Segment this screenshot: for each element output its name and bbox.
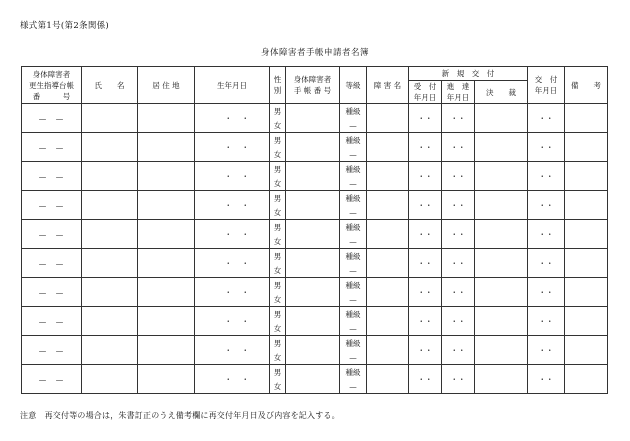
header-ledger-number: 身体障害者 更生指導台帳 番 号 (22, 67, 82, 104)
received-date-cell[interactable]: ・・ (409, 278, 442, 307)
name-cell[interactable] (82, 104, 138, 133)
received-date-cell[interactable]: ・・ (409, 336, 442, 365)
sex-male-cell[interactable]: 男 (270, 104, 286, 119)
birthdate-cell[interactable] (195, 365, 270, 394)
birthdate-marks: ・ ・ (224, 229, 250, 239)
header-issue-date: 交 付 年月日 (528, 67, 565, 104)
received-date-cell[interactable]: ・・ (409, 162, 442, 191)
grade-level-cell[interactable]: — (340, 321, 367, 336)
grade-type-cell[interactable]: 種級 (340, 249, 367, 264)
name-cell[interactable] (82, 278, 138, 307)
birthdate-marks: ・ ・ (224, 316, 250, 326)
ledger-number-cell[interactable]: — — (22, 336, 82, 365)
table-row (22, 133, 608, 148)
ledger-number-cell[interactable]: — — (22, 133, 82, 162)
grade-level-cell[interactable]: — (340, 379, 367, 394)
disability-name-cell[interactable] (367, 133, 409, 162)
decision-cell[interactable] (475, 365, 528, 394)
remarks-cell[interactable] (565, 365, 608, 394)
address-cell[interactable] (138, 365, 195, 394)
handbook-number-cell[interactable] (286, 365, 340, 394)
issue-date-cell[interactable]: ・・ (528, 307, 565, 336)
sex-female-cell[interactable]: 女 (270, 176, 286, 191)
remarks-cell[interactable] (565, 104, 608, 133)
disability-name-cell[interactable] (367, 365, 409, 394)
table-row (22, 336, 608, 351)
address-cell[interactable] (138, 104, 195, 133)
header-received-date: 受 付 年月日 (409, 81, 442, 104)
handbook-number-cell[interactable] (286, 307, 340, 336)
handbook-number-cell[interactable] (286, 336, 340, 365)
decision-cell[interactable] (475, 278, 528, 307)
handbook-number-cell[interactable] (286, 220, 340, 249)
address-cell[interactable] (138, 191, 195, 220)
table-row (22, 191, 608, 206)
form-number: 様式第1号(第2条関係) (20, 21, 110, 31)
decision-cell[interactable] (475, 307, 528, 336)
forwarded-date-cell[interactable]: ・・ (442, 336, 475, 365)
name-cell[interactable] (82, 336, 138, 365)
birthdate-cell[interactable] (195, 162, 270, 191)
received-date-cell[interactable]: ・・ (409, 365, 442, 394)
birthdate-marks: ・ ・ (224, 258, 250, 268)
remarks-cell[interactable] (565, 133, 608, 162)
header-new-issue: 新 規 交 付 (409, 67, 528, 81)
table-row (22, 220, 608, 235)
birthdate-cell[interactable] (195, 133, 270, 162)
remarks-cell[interactable] (565, 249, 608, 278)
sex-female-cell[interactable]: 女 (270, 234, 286, 249)
name-cell[interactable] (82, 249, 138, 278)
birthdate-marks: ・ ・ (224, 200, 250, 210)
grade-level-cell[interactable]: — (340, 292, 367, 307)
sex-male-cell[interactable]: 男 (270, 307, 286, 322)
received-date-cell[interactable]: ・・ (409, 307, 442, 336)
birthdate-cell[interactable] (195, 307, 270, 336)
header-sex: 性 別 (270, 67, 286, 104)
birthdate-cell[interactable] (195, 220, 270, 249)
disability-name-cell[interactable] (367, 162, 409, 191)
address-cell[interactable] (138, 278, 195, 307)
header-address: 居 住 地 (138, 67, 195, 104)
issue-date-cell[interactable]: ・・ (528, 133, 565, 162)
handbook-number-cell[interactable] (286, 133, 340, 162)
table-body (22, 104, 608, 394)
received-date-cell[interactable]: ・・ (409, 133, 442, 162)
header-birthdate: 生年月日 (195, 67, 270, 104)
grade-level-cell[interactable]: — (340, 118, 367, 133)
document-title: 身体障害者手帳申請者名簿 (260, 48, 369, 58)
sex-male-cell[interactable]: 男 (270, 278, 286, 293)
grade-type-cell[interactable]: 種級 (340, 365, 367, 380)
disability-name-cell[interactable] (367, 249, 409, 278)
address-cell[interactable] (138, 220, 195, 249)
remarks-cell[interactable] (565, 307, 608, 336)
disability-name-cell[interactable] (367, 278, 409, 307)
sex-female-cell[interactable]: 女 (270, 350, 286, 365)
sex-female-cell[interactable]: 女 (270, 118, 286, 133)
issue-date-cell[interactable]: ・・ (528, 220, 565, 249)
sex-male-cell[interactable]: 男 (270, 249, 286, 264)
table-row (22, 104, 608, 119)
sex-male-cell[interactable]: 男 (270, 162, 286, 177)
address-cell[interactable] (138, 133, 195, 162)
grade-type-cell[interactable]: 種級 (340, 278, 367, 293)
decision-cell[interactable] (475, 191, 528, 220)
remarks-cell[interactable] (565, 191, 608, 220)
birthdate-cell[interactable] (195, 278, 270, 307)
name-cell[interactable] (82, 220, 138, 249)
table-row (22, 278, 608, 293)
received-date-cell[interactable]: ・・ (409, 191, 442, 220)
birthdate-marks: ・ ・ (224, 287, 250, 297)
sex-male-cell[interactable]: 男 (270, 133, 286, 148)
grade-level-cell[interactable]: — (340, 350, 367, 365)
issue-date-cell[interactable]: ・・ (528, 336, 565, 365)
birthdate-marks: ・ ・ (224, 113, 250, 123)
table-row (22, 162, 608, 177)
sex-female-cell[interactable]: 女 (270, 292, 286, 307)
name-cell[interactable] (82, 133, 138, 162)
sex-female-cell[interactable]: 女 (270, 263, 286, 278)
birthdate-cell[interactable] (195, 191, 270, 220)
decision-cell[interactable] (475, 220, 528, 249)
issue-date-cell[interactable]: ・・ (528, 191, 565, 220)
name-cell[interactable] (82, 365, 138, 394)
name-cell[interactable] (82, 162, 138, 191)
birthdate-marks: ・ ・ (224, 345, 250, 355)
forwarded-date-cell[interactable]: ・・ (442, 162, 475, 191)
address-cell[interactable] (138, 336, 195, 365)
grade-type-cell[interactable]: 種級 (340, 336, 367, 351)
footnote: 注意 再交付等の場合は，朱書訂正のうえ備考欄に再交付年月日及び内容を記入する。 (20, 411, 340, 420)
sex-female-cell[interactable]: 女 (270, 321, 286, 336)
sex-female-cell[interactable]: 女 (270, 379, 286, 394)
decision-cell[interactable] (475, 133, 528, 162)
sex-male-cell[interactable]: 男 (270, 365, 286, 380)
remarks-cell[interactable] (565, 220, 608, 249)
table-header (22, 67, 608, 104)
header-grade: 等級 (340, 67, 367, 104)
remarks-cell[interactable] (565, 336, 608, 365)
received-date-cell[interactable]: ・・ (409, 249, 442, 278)
forwarded-date-cell[interactable]: ・・ (442, 249, 475, 278)
table-row (22, 249, 608, 264)
issue-date-cell[interactable]: ・・ (528, 162, 565, 191)
forwarded-date-cell[interactable]: ・・ (442, 220, 475, 249)
forwarded-date-cell[interactable]: ・・ (442, 278, 475, 307)
name-cell[interactable] (82, 307, 138, 336)
issue-date-cell[interactable]: ・・ (528, 104, 565, 133)
grade-type-cell[interactable]: 種級 (340, 104, 367, 119)
ledger-number-cell[interactable]: — — (22, 104, 82, 133)
grade-level-cell[interactable]: — (340, 263, 367, 278)
handbook-number-cell[interactable] (286, 249, 340, 278)
address-cell[interactable] (138, 307, 195, 336)
grade-type-cell[interactable]: 種級 (340, 191, 367, 206)
birthdate-marks: ・ ・ (224, 171, 250, 181)
birthdate-cell[interactable] (195, 249, 270, 278)
forwarded-date-cell[interactable]: ・・ (442, 365, 475, 394)
forwarded-date-cell[interactable]: ・・ (442, 133, 475, 162)
grade-level-cell[interactable]: — (340, 176, 367, 191)
table-row (22, 307, 608, 322)
header-decision: 決 裁 (475, 81, 528, 104)
ledger-number-cell[interactable]: — — (22, 191, 82, 220)
sex-female-cell[interactable]: 女 (270, 205, 286, 220)
ledger-number-cell[interactable]: — — (22, 365, 82, 394)
received-date-cell[interactable]: ・・ (409, 104, 442, 133)
forwarded-date-cell[interactable]: ・・ (442, 307, 475, 336)
grade-type-cell[interactable]: 種級 (340, 307, 367, 322)
birthdate-cell[interactable] (195, 336, 270, 365)
disability-name-cell[interactable] (367, 220, 409, 249)
birthdate-marks: ・ ・ (224, 374, 250, 384)
header-remarks: 備 考 (565, 67, 608, 104)
ledger-number-cell[interactable]: — — (22, 278, 82, 307)
decision-cell[interactable] (475, 162, 528, 191)
sex-male-cell[interactable]: 男 (270, 191, 286, 206)
handbook-number-cell[interactable] (286, 191, 340, 220)
sex-male-cell[interactable]: 男 (270, 220, 286, 235)
remarks-cell[interactable] (565, 278, 608, 307)
applicant-register-table (21, 66, 608, 394)
header-forwarded-date: 進 達 年月日 (442, 81, 475, 104)
decision-cell[interactable] (475, 336, 528, 365)
grade-level-cell[interactable]: — (340, 147, 367, 162)
header-handbook-number: 身体障害者 手 帳 番 号 (286, 67, 340, 104)
forwarded-date-cell[interactable]: ・・ (442, 104, 475, 133)
table-row (22, 365, 608, 380)
disability-name-cell[interactable] (367, 336, 409, 365)
forwarded-date-cell[interactable]: ・・ (442, 191, 475, 220)
birthdate-marks: ・ ・ (224, 142, 250, 152)
decision-cell[interactable] (475, 249, 528, 278)
decision-cell[interactable] (475, 104, 528, 133)
grade-level-cell[interactable]: — (340, 205, 367, 220)
issue-date-cell[interactable]: ・・ (528, 365, 565, 394)
disability-name-cell[interactable] (367, 307, 409, 336)
sex-male-cell[interactable]: 男 (270, 336, 286, 351)
handbook-number-cell[interactable] (286, 162, 340, 191)
issue-date-cell[interactable]: ・・ (528, 278, 565, 307)
grade-level-cell[interactable]: — (340, 234, 367, 249)
name-cell[interactable] (82, 191, 138, 220)
handbook-number-cell[interactable] (286, 104, 340, 133)
handbook-number-cell[interactable] (286, 278, 340, 307)
header-disability-name: 障 害 名 (367, 67, 409, 104)
received-date-cell[interactable]: ・・ (409, 220, 442, 249)
issue-date-cell[interactable]: ・・ (528, 249, 565, 278)
grade-type-cell[interactable]: 種級 (340, 220, 367, 235)
header-name: 氏 名 (82, 67, 138, 104)
remarks-cell[interactable] (565, 162, 608, 191)
ledger-number-cell[interactable]: — — (22, 307, 82, 336)
address-cell[interactable] (138, 249, 195, 278)
ledger-number-cell[interactable]: — — (22, 162, 82, 191)
disability-name-cell[interactable] (367, 191, 409, 220)
grade-type-cell[interactable]: 種級 (340, 133, 367, 148)
sex-female-cell[interactable]: 女 (270, 147, 286, 162)
ledger-number-cell[interactable]: — — (22, 249, 82, 278)
ledger-number-cell[interactable]: — — (22, 220, 82, 249)
disability-name-cell[interactable] (367, 104, 409, 133)
address-cell[interactable] (138, 162, 195, 191)
grade-type-cell[interactable]: 種級 (340, 162, 367, 177)
birthdate-cell[interactable] (195, 104, 270, 133)
